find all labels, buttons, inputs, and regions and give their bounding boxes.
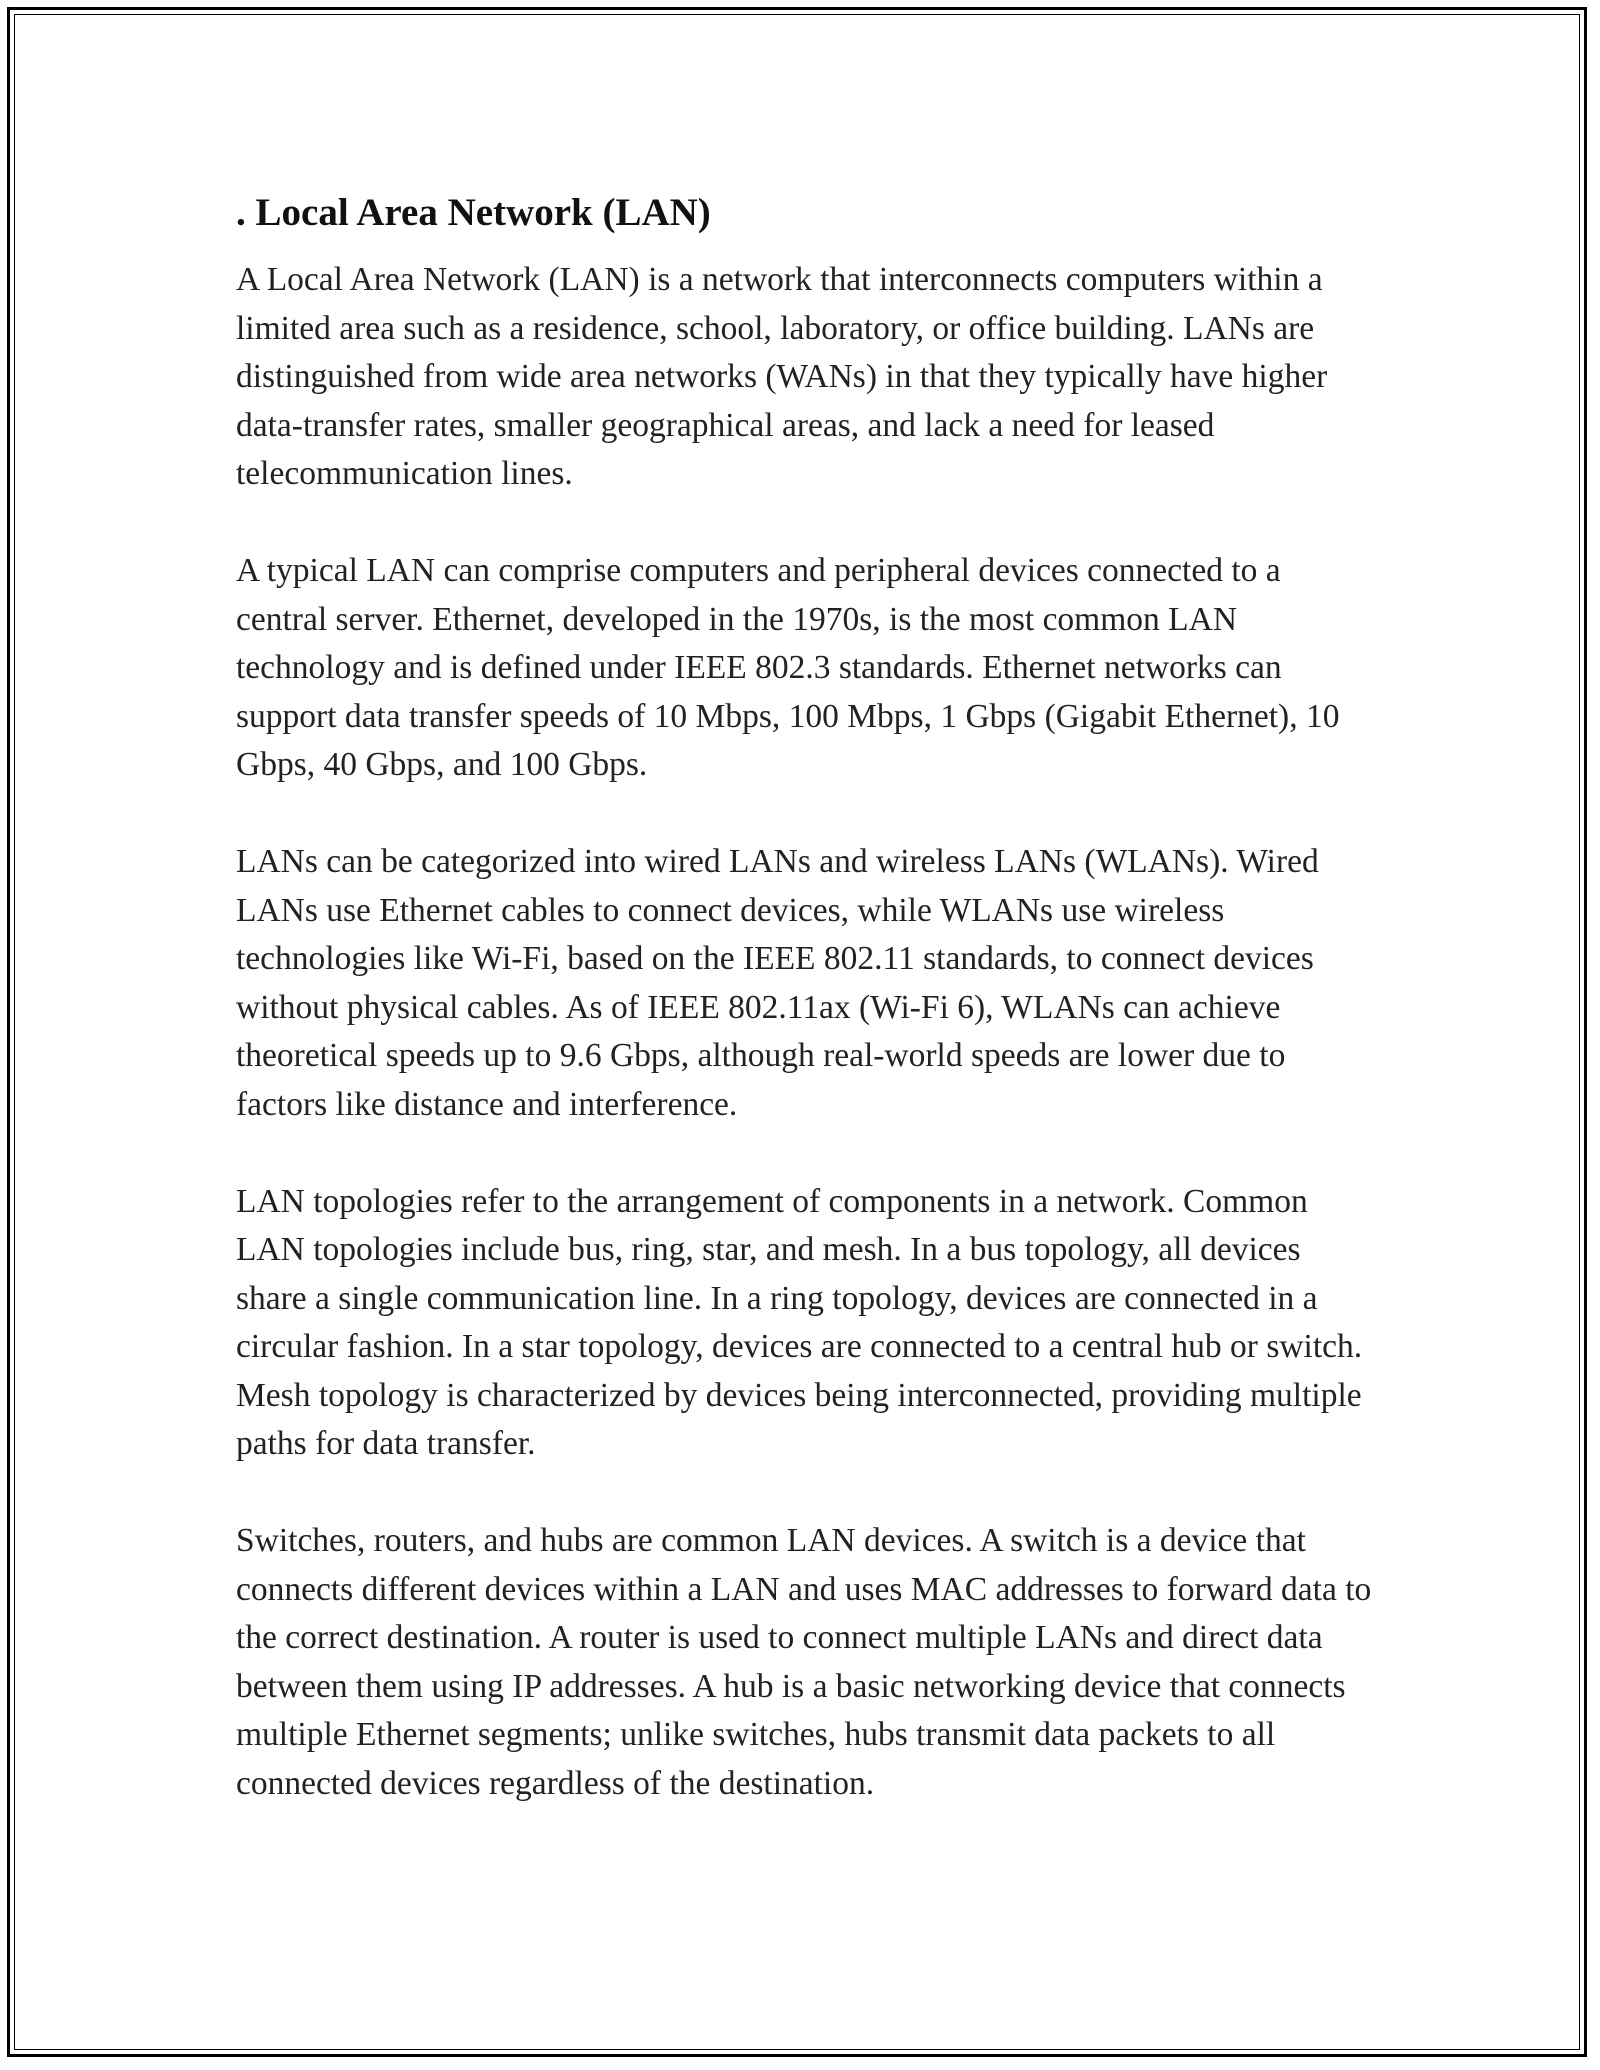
paragraph-wired-wireless: LANs can be categorized into wired LANs and wireless LANs (WLANs). Wired LANs use Ethernet cables to connect devices, while WLANs use wireless technologies like Wi-Fi, based on the IEEE 802.11 standards, to connect devices without physical cables. As of IEEE 802.11ax (Wi-Fi 6), WLANs can achieve theoretical speeds up to 9.6 Gbps, although real-world speeds are lower due to factors like distance and interference. xyxy=(236,843,1319,1123)
paragraph-topologies: LAN topologies refer to the arrangement of components in a network. Common LAN topologies include bus, ring, star, and mesh. In a bus topology, all devices share a single communication line. In a ring topology, devices are connected in a circular fashion. In a star topology, devices are connected to a central hub or switch. Mesh topology is characterized by devices being interconnected, providing multiple paths for data transfer. xyxy=(236,1182,1363,1462)
section-heading: . Local Area Network (LAN) xyxy=(236,191,711,234)
paragraph-lan-devices: Switches, routers, and hubs are common LAN devices. A switch is a device that connects different devices within a LAN and uses MAC addresses to forward data to the correct destination. A router is used to connect multiple LANs and direct data between them using IP addresses. A hub is a basic networking device that connects multiple Ethernet segments; unlike switches, hubs transmit data packets to all connected devices regardless of the destination. xyxy=(236,1522,1372,1802)
document-body xyxy=(236,184,1376,1808)
paragraph-lan-definition: A Local Area Network (LAN) is a network that interconnects computers within a limited area such as a residence, school, laboratory, or office building. LANs are distinguished from wide area networks (WANs) in that they typically have higher data-transfer rates, smaller geographical areas, and lack a need for leased telecommunication lines. xyxy=(236,261,1328,492)
paragraph-ethernet: A typical LAN can comprise computers and peripheral devices connected to a central server. Ethernet, developed in the 1970s, is the most common LAN technology and is defined under IEEE 802.3 standards. Ethernet networks can support data transfer speeds of 10 Mbps, 100 Mbps, 1 Gbps (Gigabit Ethernet), 10 Gbps, 40 Gbps, and 100 Gbps. xyxy=(236,552,1340,783)
